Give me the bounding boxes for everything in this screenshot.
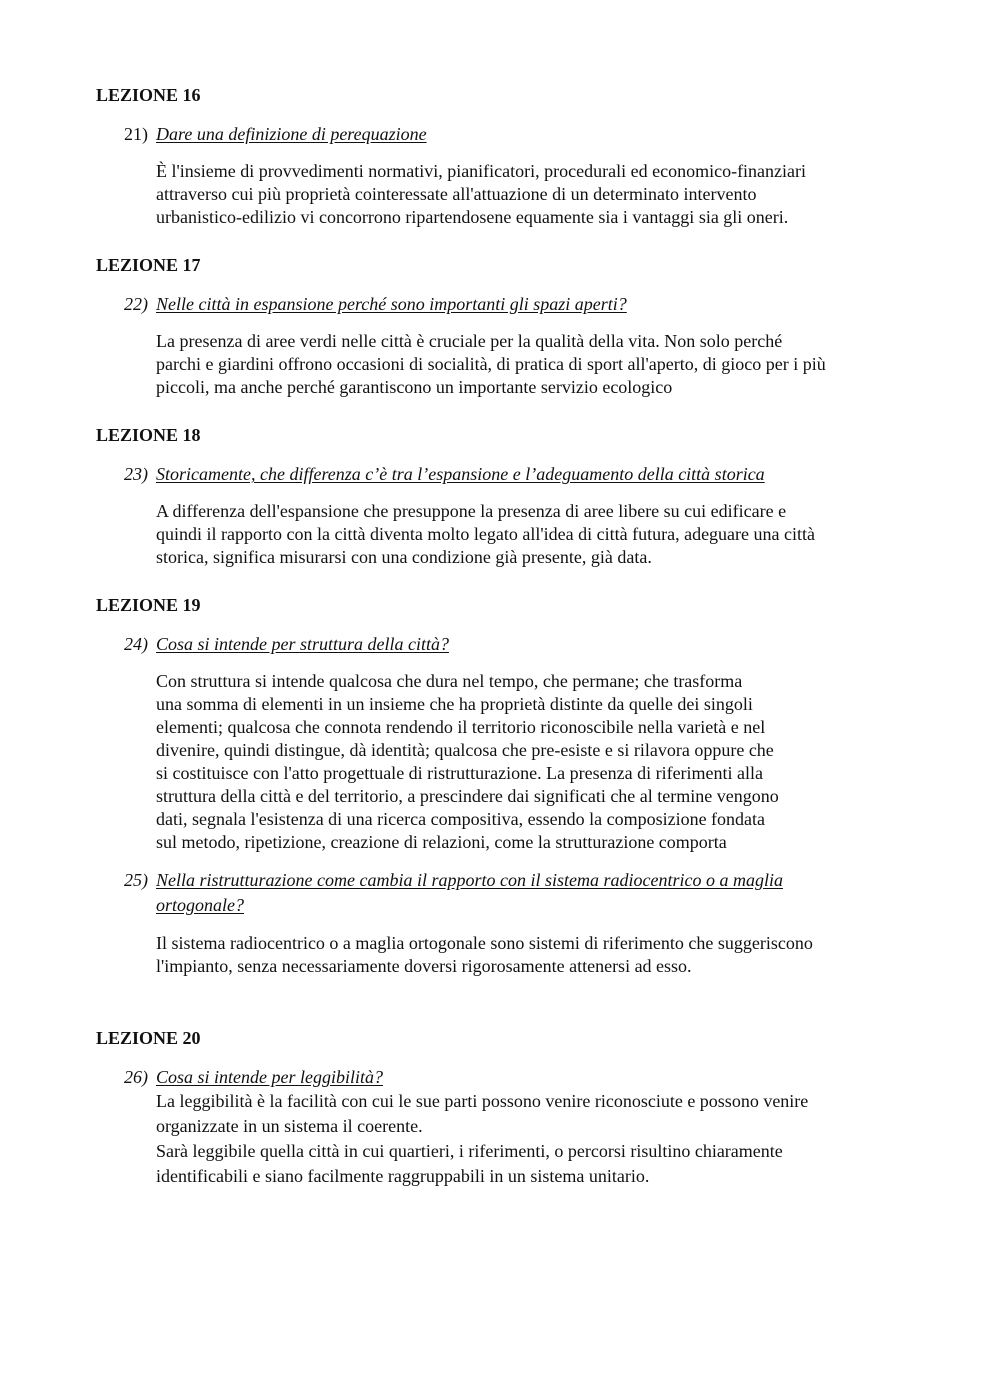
answer-line: È l'insieme di provvedimenti normativi, pianificatori, procedurali ed economico-finanziari bbox=[156, 161, 807, 181]
lesson-title: LEZIONE 19 bbox=[96, 595, 201, 615]
lesson-19 bbox=[96, 594, 956, 978]
answer-23 bbox=[96, 500, 956, 569]
answer-line: La leggibilità è la facilità con cui le sue parti possono venire riconosciute e possono venire bbox=[156, 1091, 809, 1111]
answer-line: sul metodo, ripetizione, creazione di relazioni, come la strutturazione comporta bbox=[156, 832, 727, 852]
answer-line: attraverso cui più proprietà cointeressate all'attuazione di un determinato intervento bbox=[156, 184, 757, 204]
answer-line: dati, segnala l'esistenza di una ricerca compositiva, essendo la composizione fondata bbox=[156, 809, 766, 829]
answer-line: una somma di elementi in un insieme che ha proprietà distinte da quelle dei singoli bbox=[156, 694, 753, 714]
lesson-title: LEZIONE 16 bbox=[96, 85, 201, 105]
answer-line: Sarà leggibile quella città in cui quartieri, i riferimenti, o percorsi risultino chiaramente bbox=[156, 1141, 783, 1161]
answer-25 bbox=[96, 932, 956, 978]
lesson-17 bbox=[96, 254, 956, 399]
answer-line: organizzate in un sistema il coerente. bbox=[156, 1116, 423, 1136]
question-number: 24) bbox=[124, 634, 148, 654]
answer-line: parchi e giardini offrono occasioni di socialità, di pratica di sport all'aperto, di gioco per i più bbox=[156, 354, 826, 374]
answer-21 bbox=[96, 160, 956, 229]
answer-line: storica, significa misurarsi con una condizione già presente, già data. bbox=[156, 547, 652, 567]
answer-24 bbox=[96, 670, 956, 854]
answer-line: Con struttura si intende qualcosa che dura nel tempo, che permane; che trasforma bbox=[156, 671, 743, 691]
lesson-18 bbox=[96, 424, 956, 569]
question-22 bbox=[96, 292, 956, 316]
answer-line: Il sistema radiocentrico o a maglia ortogonale sono sistemi di riferimento che suggeriscono bbox=[156, 933, 813, 953]
question-number: 25) bbox=[124, 870, 148, 890]
question-26 bbox=[96, 1065, 956, 1089]
question-25 bbox=[96, 868, 956, 918]
lesson-16 bbox=[96, 84, 956, 229]
answer-22 bbox=[96, 330, 956, 399]
question-24 bbox=[96, 632, 956, 656]
answer-line: identificabili e siano facilmente raggruppabili in un sistema unitario. bbox=[156, 1166, 650, 1186]
question-text: Nelle città in espansione perché sono importanti gli spazi aperti? bbox=[156, 294, 627, 314]
question-number: 26) bbox=[124, 1067, 148, 1087]
lesson-20 bbox=[96, 1027, 956, 1189]
question-23 bbox=[96, 462, 956, 486]
answer-line: piccoli, ma anche perché garantiscono un importante servizio ecologico bbox=[156, 377, 673, 397]
answer-line: quindi il rapporto con la città diventa molto legato all'idea di città futura, adeguare una città bbox=[156, 524, 816, 544]
question-number: 23) bbox=[124, 464, 148, 484]
answer-line: divenire, quindi distingue, dà identità; qualcosa che pre-esiste e si rilavora oppure che bbox=[156, 740, 774, 760]
question-text: Cosa si intende per leggibilità? bbox=[156, 1067, 383, 1087]
lesson-title: LEZIONE 20 bbox=[96, 1028, 201, 1048]
lesson-title: LEZIONE 18 bbox=[96, 425, 201, 445]
answer-line: La presenza di aree verdi nelle città è cruciale per la qualità della vita. Non solo perché bbox=[156, 331, 783, 351]
answer-26 bbox=[96, 1089, 956, 1189]
question-number: 21) bbox=[124, 124, 148, 144]
question-text: Dare una definizione di perequazione bbox=[156, 124, 427, 144]
answer-line: struttura della città e del territorio, a prescindere dai significati che al termine vengono bbox=[156, 786, 779, 806]
answer-line: urbanistico-edilizio vi concorrono ripartendosene equamente sia i vantaggi sia gli oneri. bbox=[156, 207, 789, 227]
question-text: Cosa si intende per struttura della città? bbox=[156, 634, 449, 654]
lesson-title: LEZIONE 17 bbox=[96, 255, 201, 275]
question-text: Storicamente, che differenza c’è tra l’espansione e l’adeguamento della città storica bbox=[156, 464, 765, 484]
answer-line: A differenza dell'espansione che presuppone la presenza di aree libere su cui edificare e bbox=[156, 501, 787, 521]
answer-line: elementi; qualcosa che connota rendendo il territorio riconoscibile nella varietà e nel bbox=[156, 717, 766, 737]
question-text-line: ortogonale? bbox=[156, 895, 244, 915]
question-number: 22) bbox=[124, 294, 148, 314]
question-text-line: Nella ristrutturazione come cambia il rapporto con il sistema radiocentrico o a maglia bbox=[156, 870, 783, 890]
question-21 bbox=[96, 122, 956, 146]
answer-line: l'impianto, senza necessariamente doversi rigorosamente attenersi ad esso. bbox=[156, 956, 692, 976]
answer-line: si costituisce con l'atto progettuale di ristrutturazione. La presenza di riferimenti alla bbox=[156, 763, 764, 783]
